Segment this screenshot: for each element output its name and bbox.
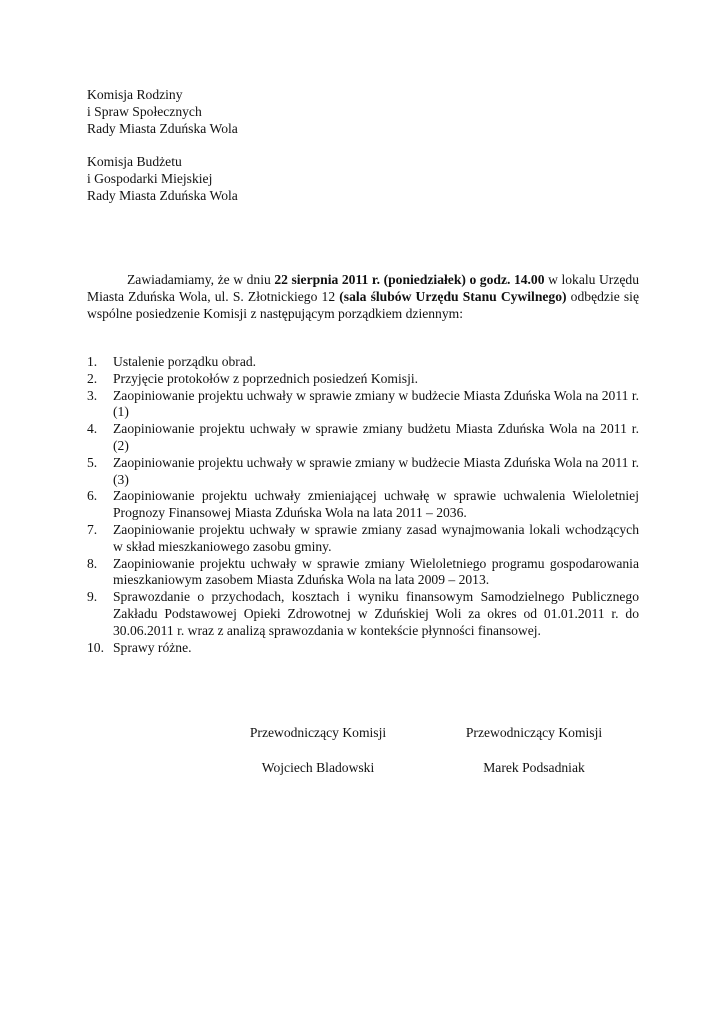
agenda-item-text: Sprawozdanie o przychodach, kosztach i wyniku finansowym Samodzielnego Publicznego Zakładu Podstawowej Opieki Zdrowotnej w Zduńskiej Woli za okres od 01.01.2011 r. do 30.06.2011 r. wraz z analizą sprawozdania w kontekście płynności finansowej. xyxy=(113,589,639,638)
agenda-item-text: Przyjęcie protokołów z poprzednich posiedzeń Komisji. xyxy=(113,370,419,386)
agenda-item-number: 1. xyxy=(87,354,98,369)
meeting-date: 22 sierpnia 2011 r. (poniedziałek) o godz. 14.00 xyxy=(274,272,545,287)
signature-block-first-chair xyxy=(218,724,418,776)
signature-name: Marek Podsadniak xyxy=(483,760,585,775)
signature-name: Wojciech Bladowski xyxy=(261,760,375,775)
agenda-item-text: Zaopiniowanie projektu uchwały zmieniającej uchwałę w sprawie uchwalenia Wieloletniej Prognozy Finansowej Miasta Zduńska Wola na lata 2011 – 2036. xyxy=(113,488,639,521)
recipient-block-family-committee xyxy=(87,86,238,137)
signature-block-second-chair xyxy=(434,724,634,776)
meeting-place: (sala ślubów Urzędu Stanu Cywilnego) xyxy=(339,289,567,304)
notice-text: odbędzie się wspólne posiedzenie Komisji z następującym porządkiem dziennym: xyxy=(87,289,639,321)
agenda-item-text: Ustalenie porządku obrad. xyxy=(113,354,257,369)
agenda-item xyxy=(87,421,639,455)
recipient-line: Komisja Budżetu xyxy=(87,154,182,169)
recipient-line: i Spraw Społecznych xyxy=(87,104,202,119)
signature-title: Przewodniczący Komisji xyxy=(249,725,387,740)
agenda-item-number: 3. xyxy=(87,387,98,403)
agenda-item-number: 7. xyxy=(87,521,98,537)
recipient-line: i Gospodarki Miejskiej xyxy=(87,171,213,186)
agenda-item xyxy=(87,354,639,371)
agenda-item-number: 5. xyxy=(87,454,98,470)
agenda-item-number: 4. xyxy=(87,421,98,437)
recipient-line: Rady Miasta Zduńska Wola xyxy=(87,121,238,136)
agenda-item-text: Zaopiniowanie projektu uchwały w sprawie zmiany Wieloletniego programu gospodarowania mieszkaniowym zasobem Miasta Zduńska Wola na lata 2009 – 2013. xyxy=(113,555,639,588)
agenda-item-text: Zaopiniowanie projektu uchwały w sprawie zmiany w budżecie Miasta Zduńska Wola na 2011 r. (3) xyxy=(113,454,639,487)
agenda-item-text: Sprawy różne. xyxy=(113,639,192,655)
signature-title: Przewodniczący Komisji xyxy=(465,725,603,740)
agenda-list xyxy=(87,354,639,656)
agenda-item-text: Zaopiniowanie projektu uchwały w sprawie zmiany w budżecie Miasta Zduńska Wola na 2011 r. (1) xyxy=(113,387,639,420)
agenda-item-text: Zaopiniowanie projektu uchwały w sprawie zmiany zasad wynajmowania lokali wchodzących w skład mieszkaniowego zasobu gminy. xyxy=(113,521,639,554)
meeting-notice-paragraph xyxy=(87,271,639,322)
recipient-line: Komisja Rodziny xyxy=(87,87,183,102)
notice-text: Zawiadamiamy, że w dniu xyxy=(127,272,275,287)
agenda-item xyxy=(87,455,639,489)
agenda-item xyxy=(87,371,639,388)
agenda-item xyxy=(87,488,639,522)
agenda-item-number: 10. xyxy=(87,639,104,655)
recipient-line: Rady Miasta Zduńska Wola xyxy=(87,188,238,203)
agenda-item-number: 6. xyxy=(87,488,98,504)
agenda-item xyxy=(87,556,639,590)
agenda-item-number: 8. xyxy=(87,555,98,571)
agenda-item xyxy=(87,640,639,657)
notice-text: w lokalu Urzędu Miasta Zduńska Wola, ul. S. Złotnickiego 12 xyxy=(87,272,639,304)
agenda-item xyxy=(87,388,639,422)
agenda-item-number: 9. xyxy=(87,589,98,605)
agenda-item-number: 2. xyxy=(87,370,98,386)
agenda-item xyxy=(87,522,639,556)
agenda-item-text: Zaopiniowanie projektu uchwały w sprawie zmiany budżetu Miasta Zduńska Wola na 2011 r. (2) xyxy=(113,421,639,453)
agenda-item xyxy=(87,589,639,639)
recipient-block-budget-committee xyxy=(87,153,238,204)
